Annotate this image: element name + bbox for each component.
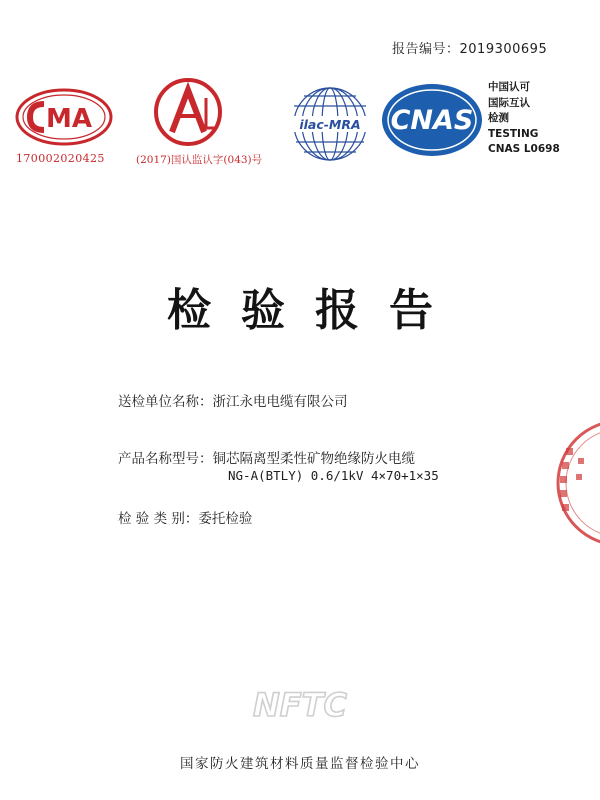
ilac-mra-logo <box>290 84 370 168</box>
cma-logo <box>14 86 114 152</box>
issuing-organization: 国家防火建筑材料质量监督检验中心 <box>180 756 420 772</box>
cma-logo-text: MA <box>46 104 92 134</box>
inspection-type-row <box>118 507 252 527</box>
cnas-logo <box>380 82 484 162</box>
inspection-type-label: 检 验 类 别： <box>118 511 199 527</box>
cnas-line: 国际互认 <box>488 96 530 109</box>
cnas-line: TESTING <box>488 127 539 140</box>
cal-number: (2017)国认监认字(043)号 <box>136 154 263 166</box>
nftc-text: NFTC <box>253 686 347 724</box>
cma-number: 170002020425 <box>16 152 105 165</box>
client-value: 浙江永电电缆有限公司 <box>212 394 348 410</box>
product-label: 产品名称型号： <box>118 451 213 467</box>
cnas-logo-text: CNAS <box>390 105 474 136</box>
client-label: 送检单位名称： <box>118 394 213 410</box>
inspection-type-value: 委托检验 <box>198 511 253 527</box>
product-row <box>118 447 415 467</box>
nftc-watermark-logo <box>0 684 600 728</box>
ilac-logo-text: ilac-MRA <box>299 117 361 132</box>
client-row <box>118 390 348 410</box>
cnas-line: 中国认可 <box>488 81 530 93</box>
report-title: 检验报告 <box>167 285 463 336</box>
cal-logo <box>152 76 224 152</box>
product-value: 铜芯隔离型柔性矿物绝缘防火电缆 <box>212 451 415 467</box>
cnas-accreditation-text <box>488 80 560 158</box>
official-seal-stamp <box>548 418 600 552</box>
cnas-line: CNAS L0698 <box>488 143 560 155</box>
report-number: 报告编号：2019300695 <box>392 42 548 57</box>
cnas-line: 检测 <box>488 112 509 124</box>
product-model: NG-A(BTLY) 0.6/1kV 4×70+1×35 <box>228 468 439 483</box>
